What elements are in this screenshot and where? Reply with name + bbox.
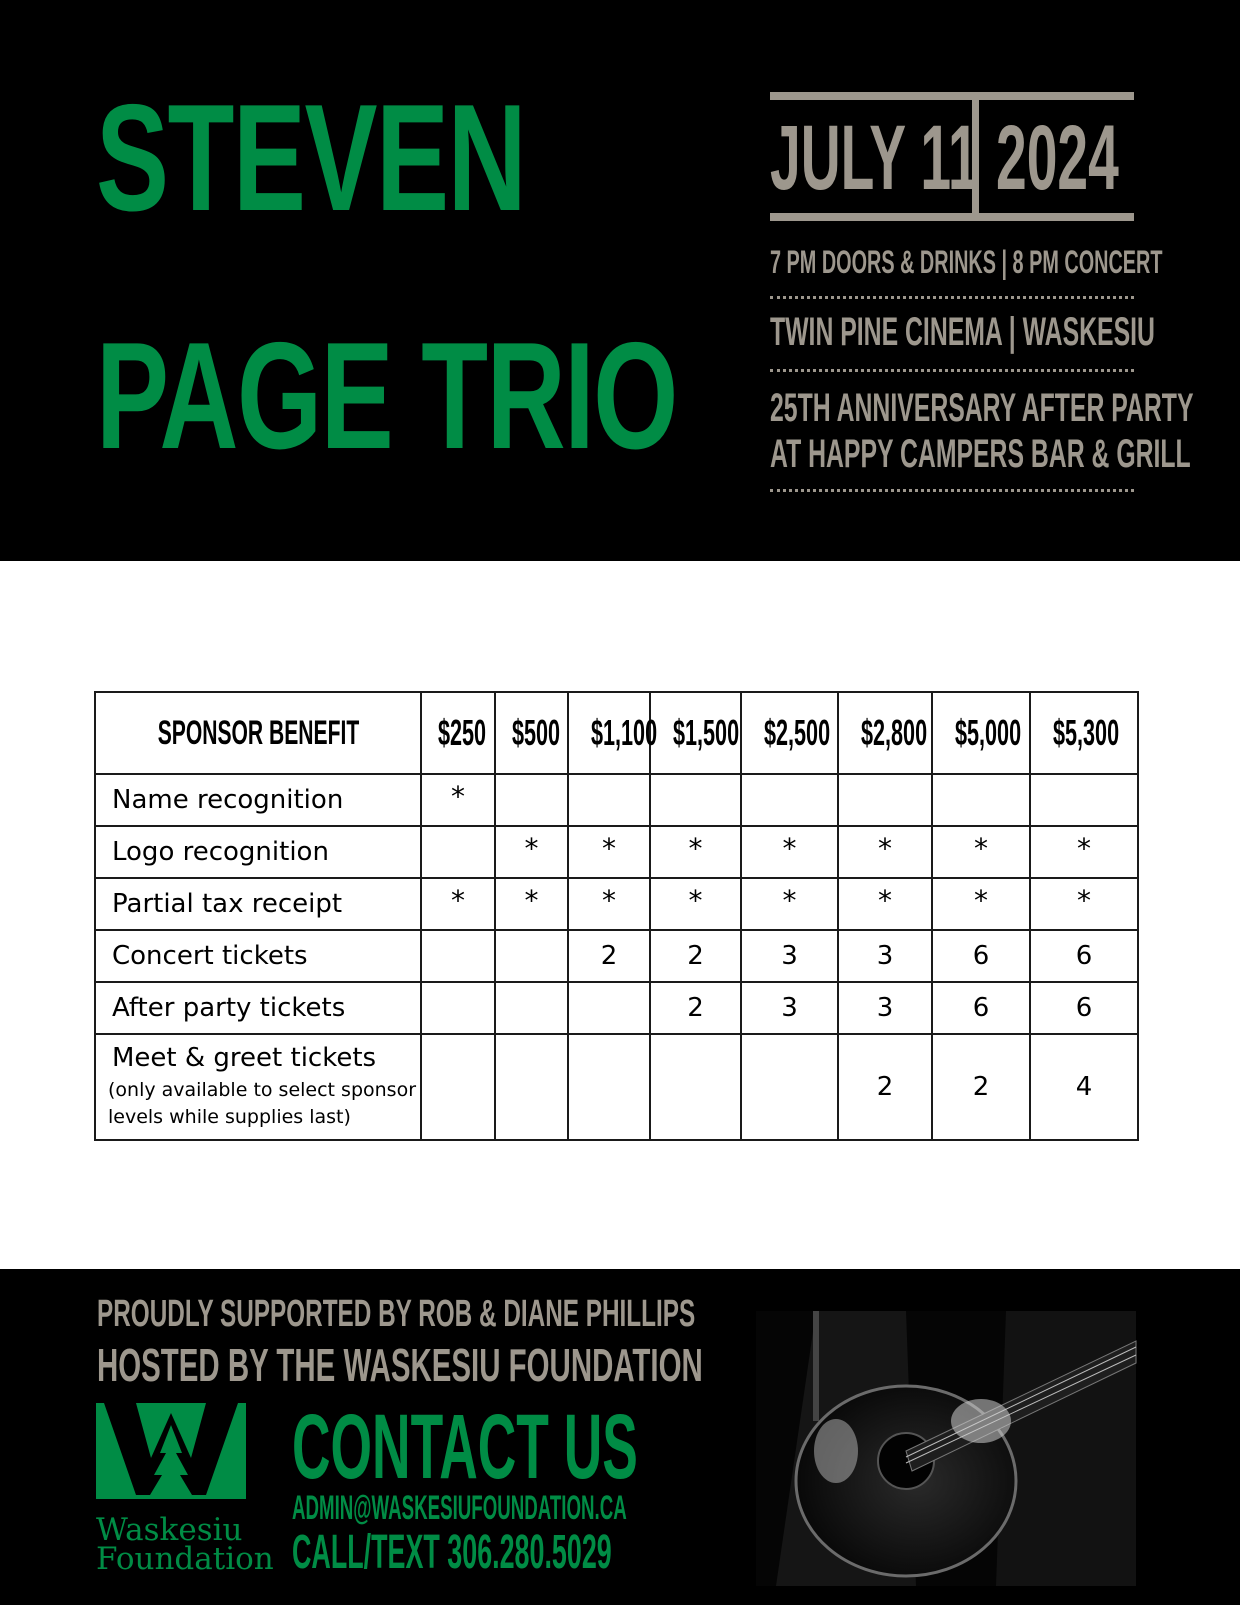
- title-line-2: PAGE TRIO: [96, 311, 677, 481]
- benefit-label: Concert tickets: [112, 941, 308, 971]
- table-row: [95, 826, 1138, 878]
- benefit-label-cell: [95, 930, 421, 982]
- guitar-image-icon: [756, 1311, 1136, 1586]
- benefit-value-cell: [741, 774, 838, 826]
- benefit-value-cell: [1030, 878, 1138, 930]
- benefit-value: *: [524, 831, 539, 865]
- benefit-value: 6: [1075, 993, 1093, 1023]
- after-party-line-1: 25TH ANNIVERSARY AFTER PARTY: [770, 386, 1194, 430]
- logo-w-tree-icon: [96, 1403, 246, 1513]
- benefit-value-cell: [568, 1034, 650, 1140]
- benefit-label: Name recognition: [112, 785, 344, 815]
- benefit-value-cell: [1030, 930, 1138, 982]
- dotted-divider: [770, 489, 1134, 492]
- sponsor-benefits-table: [94, 691, 1139, 1141]
- benefit-value-cell: [421, 774, 495, 826]
- event-date: JULY 11: [770, 107, 979, 209]
- benefit-value-cell: [838, 826, 932, 878]
- benefit-value-cell: [741, 878, 838, 930]
- benefit-value-cell: [741, 826, 838, 878]
- contact-email-link[interactable]: ADMIN@WASKESIUFOUNDATION.CA: [292, 1489, 627, 1527]
- benefit-value-cell: [838, 878, 932, 930]
- benefit-value-cell: [932, 826, 1030, 878]
- benefit-value-cell: [495, 930, 568, 982]
- benefit-label: Meet & greet tickets: [112, 1043, 377, 1073]
- benefit-value: 6: [1075, 941, 1093, 971]
- benefit-value-cell: [741, 1034, 838, 1140]
- benefit-value-cell: [421, 930, 495, 982]
- benefit-value: *: [602, 831, 616, 865]
- benefit-value-cell: [421, 982, 495, 1034]
- benefit-value-cell: [421, 1034, 495, 1140]
- benefit-label: Logo recognition: [112, 837, 329, 867]
- benefit-value-cell: [932, 930, 1030, 982]
- benefit-value-cell: [932, 774, 1030, 826]
- benefit-value-cell: [1030, 982, 1138, 1034]
- benefit-value-cell: [650, 982, 741, 1034]
- waskesiu-foundation-logo: [96, 1403, 274, 1593]
- benefit-value-cell: [741, 982, 838, 1034]
- benefit-value-cell: [421, 878, 495, 930]
- column-header-level: $250: [421, 692, 495, 774]
- benefit-value-cell: [838, 930, 932, 982]
- benefit-value: *: [602, 883, 616, 917]
- benefit-value-cell: [932, 1034, 1030, 1140]
- table-row: [95, 982, 1138, 1034]
- benefit-value-cell: [495, 826, 568, 878]
- benefit-value: 6: [972, 941, 990, 971]
- benefit-value-cell: [650, 930, 741, 982]
- benefit-value-cell: [650, 878, 741, 930]
- benefit-value-cell: [838, 774, 932, 826]
- column-header-level: $2,800: [838, 692, 932, 774]
- benefit-note: (only available to select sponsor levels while supplies last): [108, 1079, 417, 1128]
- table-row: [95, 930, 1138, 982]
- benefit-value: *: [782, 883, 797, 917]
- benefit-value-cell: [838, 982, 932, 1034]
- supported-by-text: PROUDLY SUPPORTED BY ROB & DIANE PHILLIPS: [97, 1293, 696, 1335]
- benefit-value: *: [974, 883, 988, 917]
- benefit-value: *: [451, 779, 465, 813]
- benefit-value: *: [782, 831, 797, 865]
- event-times: 7 PM DOORS & DRINKS | 8 PM CONCERT: [770, 244, 1163, 280]
- benefit-label-cell: [95, 774, 421, 826]
- benefit-value: 3: [781, 941, 798, 971]
- event-footer: [0, 1269, 1240, 1605]
- benefit-value: 2: [876, 1072, 894, 1102]
- benefit-value: *: [974, 831, 988, 865]
- column-header-benefit: SPONSOR BENEFIT: [95, 692, 421, 774]
- benefit-label: Partial tax receipt: [112, 889, 343, 919]
- benefit-value-cell: [495, 982, 568, 1034]
- column-header-level: $2,500: [741, 692, 838, 774]
- column-header-level: $5,300: [1030, 692, 1138, 774]
- benefit-value: 6: [972, 993, 990, 1023]
- benefit-value: 2: [972, 1072, 990, 1102]
- logo-text-line-2: Foundation: [96, 1541, 274, 1577]
- column-header-level: $5,000: [932, 692, 1030, 774]
- benefit-value-cell: [932, 982, 1030, 1034]
- benefit-value-cell: [650, 1034, 741, 1140]
- benefit-value: *: [1077, 831, 1091, 865]
- benefit-value-cell: [568, 930, 650, 982]
- benefit-label: After party tickets: [112, 993, 346, 1023]
- benefit-value: 4: [1075, 1072, 1093, 1102]
- benefit-value-cell: [495, 1034, 568, 1140]
- table-header-row: [95, 692, 1138, 774]
- table-row: [95, 1034, 1138, 1140]
- title-line-1: STEVEN: [96, 73, 526, 243]
- benefit-value-cell: [838, 1034, 932, 1140]
- benefit-value: *: [1077, 883, 1091, 917]
- benefit-value: 3: [876, 941, 894, 971]
- table-row: [95, 878, 1138, 930]
- logo-text-line-1: Waskesiu: [96, 1512, 243, 1548]
- benefit-value: *: [688, 831, 703, 865]
- benefit-label-cell: [95, 1034, 421, 1140]
- benefit-value-cell: [650, 826, 741, 878]
- benefit-value: *: [878, 883, 892, 917]
- guitarist-photo: [756, 1311, 1136, 1586]
- after-party-line-2: AT HAPPY CAMPERS BAR & GRILL: [770, 432, 1191, 476]
- dotted-divider: [770, 369, 1134, 372]
- hosted-by-text: HOSTED BY THE WASKESIU FOUNDATION: [97, 1339, 703, 1391]
- event-year: 2024: [996, 107, 1119, 209]
- column-header-level: $500: [495, 692, 568, 774]
- benefit-value-cell: [741, 930, 838, 982]
- benefit-value-cell: [421, 826, 495, 878]
- benefit-value-cell: [495, 878, 568, 930]
- benefit-value: 2: [687, 993, 704, 1023]
- benefit-value: *: [688, 883, 703, 917]
- dotted-divider: [770, 296, 1134, 299]
- benefit-value-cell: [568, 878, 650, 930]
- table-row: [95, 774, 1138, 826]
- benefit-value-cell: [495, 774, 568, 826]
- contact-title: CONTACT US: [292, 1396, 638, 1498]
- benefit-value: *: [524, 883, 539, 917]
- event-header: [0, 0, 1240, 561]
- benefit-value-cell: [650, 774, 741, 826]
- benefit-value: 2: [600, 941, 618, 971]
- benefit-value-cell: [568, 826, 650, 878]
- benefit-label-cell: [95, 878, 421, 930]
- benefit-value: *: [451, 883, 465, 917]
- benefit-value-cell: [1030, 774, 1138, 826]
- column-header-level: $1,500: [650, 692, 741, 774]
- benefit-value: 3: [781, 993, 798, 1023]
- benefit-value-cell: [932, 878, 1030, 930]
- date-rule-top: [770, 92, 1134, 100]
- benefit-value: *: [878, 831, 892, 865]
- benefit-value-cell: [568, 982, 650, 1034]
- benefit-value: 2: [687, 941, 704, 971]
- date-rule-bottom: [770, 213, 1134, 221]
- event-venue: TWIN PINE CINEMA | WASKESIU: [770, 310, 1155, 354]
- benefit-value-cell: [1030, 826, 1138, 878]
- benefit-value: 3: [876, 993, 894, 1023]
- benefit-label-cell: [95, 826, 421, 878]
- contact-phone: CALL/TEXT 306.280.5029: [292, 1526, 612, 1579]
- benefit-value-cell: [1030, 1034, 1138, 1140]
- benefit-value-cell: [568, 774, 650, 826]
- column-header-level: $1,100: [568, 692, 650, 774]
- benefit-label-cell: [95, 982, 421, 1034]
- date-block: [770, 92, 1134, 222]
